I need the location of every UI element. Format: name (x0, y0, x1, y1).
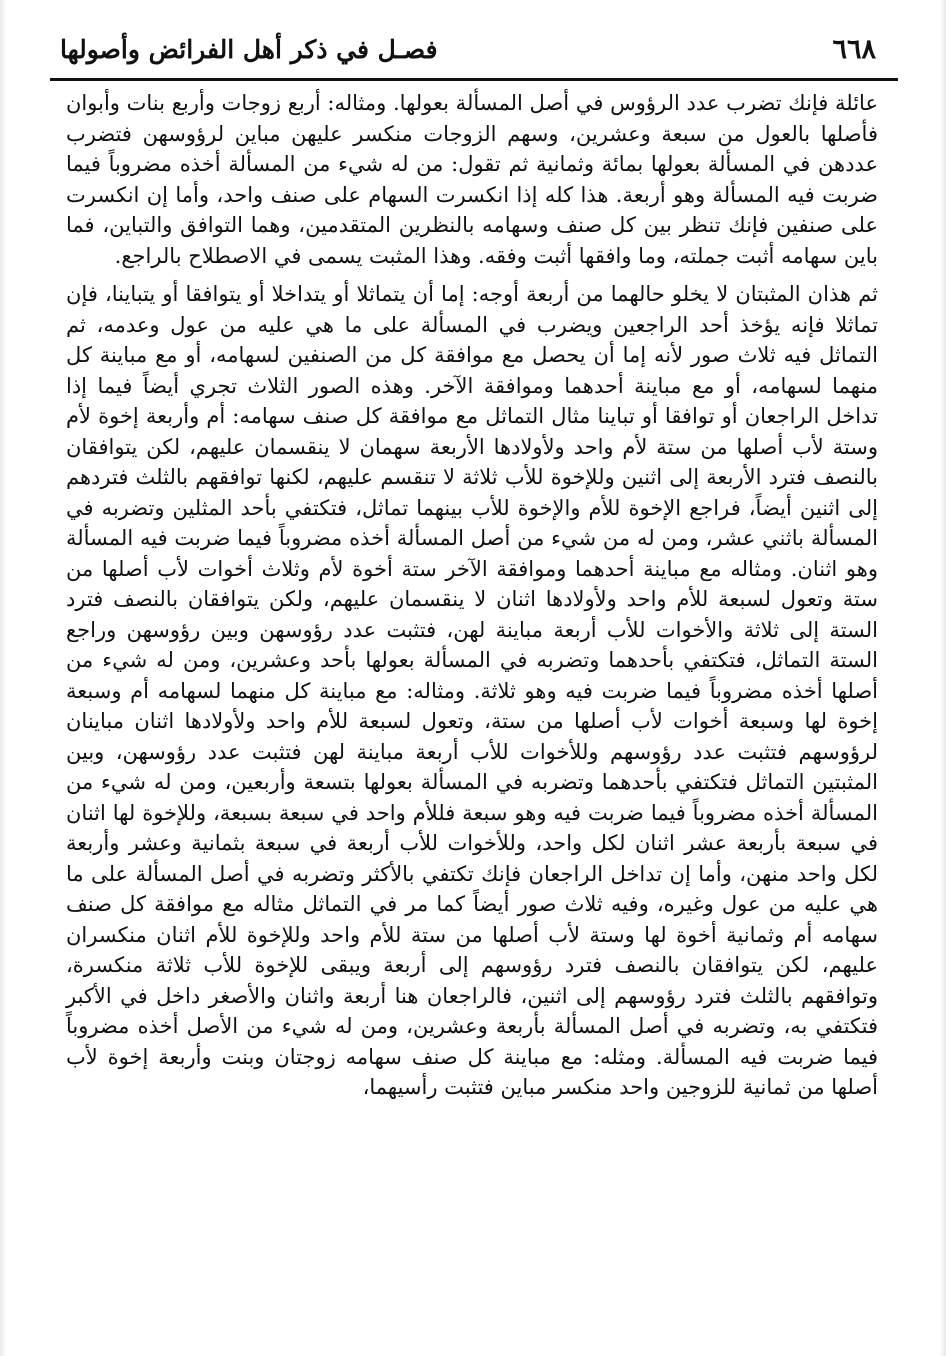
paragraph-2: ثم هذان المثبتان لا يخلو حالهما من أربعة أوجه: إما أن يتماثلا أو يتداخلا أو يتوافقا أو يتباينا، فإن تماثلا فإنه يؤخذ أحد الراجعين ويضرب في المسألة على ما هي عليه من عول وعدمه، ثم التماثل فيه ثلاث صور لأنه إما أن يحصل مع موافقة كل من الصنفين لسهامه، أو مع مباينة كل منهما لسهامه، أو مع مباينة أحدهما وموافقة الآخر. وهذه الصور الثلاث تجري أيضاً فيما إذا تداخل الراجعان أو توافقا أو تباينا مثال التماثل مع موافقة كل صنف سهامه: أم وأربعة إخوة لأم وستة لأب أصلها من ستة لأم واحد ولأولادها الأربعة سهمان لا ينقسمان عليهم، لكن يتوافقان بالنصف فترد الأربعة إلى اثنين وللإخوة للأب ثلاثة لا تنقسم عليهم، لكنها توافقهم بالثلث فتردهم إلى اثنين أيضاً، فراجع الإخوة للأم والإخوة للأب بينهما تماثل، فتكتفي بأحد المثلين وتضربه في المسألة باثني عشر، ومن له من شيء من أصل المسألة أخذه مضروباً فيما ضربت فيه المسألة وهو اثنان. ومثاله مع مباينة أحدهما وموافقة الآخر ستة أخوة لأم وثلاث أخوات لأب أصلها من ستة وتعول لسبعة للأم واحد ولأولادها اثنان لا ينقسمان عليهم، ولكن يتوافقان بالنصف فترد الستة إلى ثلاثة والأخوات للأب أربعة مباينة لهن، فتثبت عدد رؤوسهن وبين رؤوسهن وراجع الستة التماثل، فتكتفي بأحدهما وتضربه في المسألة بعولها بأحد وعشرين، ومن له شيء من أصلها أخذه مضروباً فيما ضربت فيه وهو ثلاثة. ومثاله: مع مباينة كل منهما لسهامه أم وسبعة إخوة لها وسبعة أخوات لأب أصلها من ستة، وتعول لسبعة للأم واحد ولأولادها اثنان مباينان لرؤوسهم فتثبت عدد رؤوسهم وللأخوات للأب أربعة مباينة لهن فتثبت عدد رؤوسهن، وبين المثبتين التماثل فتكتفي بأحدهما وتضربه في المسألة بعولها بتسعة وأربعين، ومن له شيء من المسألة أخذه مضروباً فيما ضربت فيه وهو سبعة فللأم واحد في سبعة بسبعة، وللإخوة لها اثنان في سبعة بأربعة عشر اثنان لكل واحد، وللأخوات للأب أربعة في سبعة بثمانية وعشر وأربعة لكل واحد منهن، وأما إن تداخل الراجعان فإنك تكتفي بالأكثر وتضربه في أصل المسألة على ما هي عليه من عول وغيره، وفيه ثلاث صور أيضاً كما مر في التماثل مثاله مع موافقة كل صنف سهامه أم وثمانية أخوة لها وستة لأب أصلها من ستة للأم واحد وللإخوة للأم اثنان منكسران عليهم، لكن يتوافقان بالنصف فترد رؤوسهم إلى أربعة ويبقى للإخوة للأب ثلاثة منكسرة، وتوافقهم بالثلث فترد رؤوسهم إلى اثنين، فالراجعان هنا أربعة واثنان والأصغر داخل في الأكبر فتكتفي به، وتضربه في أصل المسألة بأربعة وعشرين، ومن له شيء من الأصل أخذه مضروباً فيما ضربت فيه المسألة. ومثله: مع مباينة كل صنف سهامه زوجتان وبنت وأربعة إخوة لأب أصلها من ثمانية للزوجين واحد منكسر مباين فتثبت رأسيهما، (66, 282, 878, 1099)
scan-edge-left (0, 0, 6, 1356)
body-text (66, 88, 878, 1103)
page-header (60, 28, 886, 70)
header-rule (50, 78, 898, 81)
scan-edge-right (940, 0, 946, 1356)
paragraph-1: عائلة فإنك تضرب عدد الرؤوس في أصل المسألة بعولها. ومثاله: أربع زوجات وأربع بنات وأبوان فأصلها بالعول من سبعة وعشرين، وسهم الزوجات منكسر عليهن مباين لرؤوسهن فتضرب عددهن في المسألة بعولها بمائة وثمانية ثم تقول: من له شيء من المسألة أخذه مضروباً فيما ضربت فيه المسألة وهو أربعة. هذا كله إذا انكسرت السهام على صنف واحد، وأما إن انكسرت على صنفين فإنك تنظر بين كل صنف وسهامه بالنظرين المتقدمين، وهما التوافق والتباين، فما باين سهامه أثبت جملته، وما وافقها أثبت وفقه. وهذا المثبت يسمى في الاصطلاح بالراجع. (66, 91, 879, 268)
running-title: فصـل في ذكر أهل الفرائض وأصولها (60, 35, 438, 64)
page-number: ٦٦٨ (832, 34, 876, 65)
